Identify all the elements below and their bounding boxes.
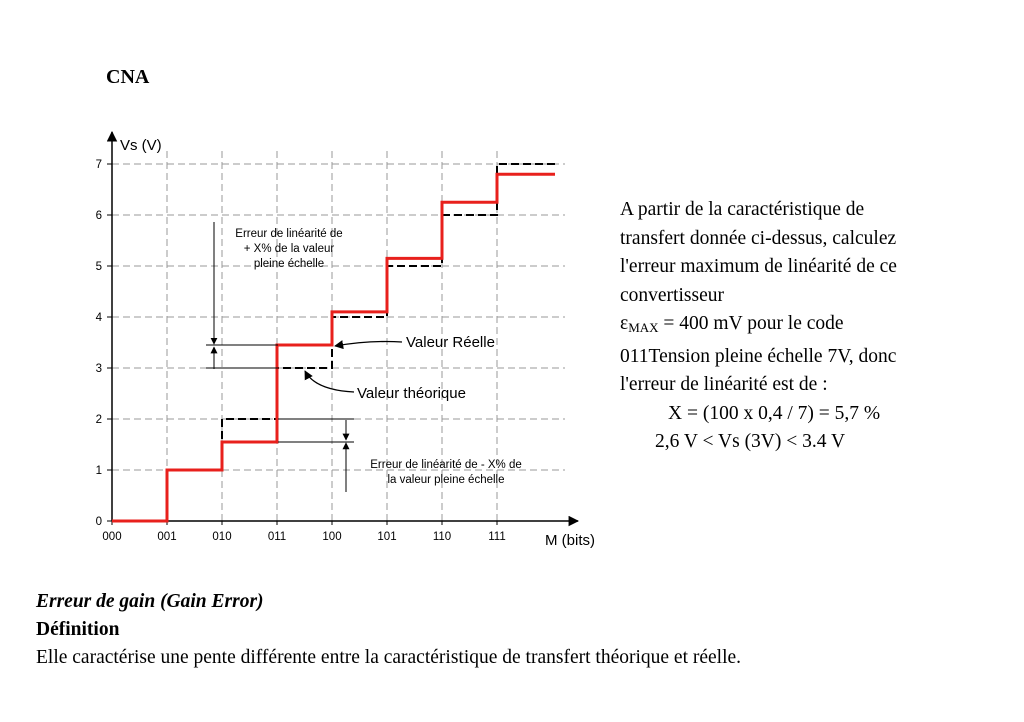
range-line: 2,6 V < Vs (3V) < 3.4 V — [655, 431, 846, 452]
x-tick-label: 011 — [267, 531, 287, 543]
x-tick-label: 000 — [102, 531, 122, 543]
section-body: Elle caractérise une pente différente entre la caractéristique de transfert théorique et réelle. — [36, 647, 742, 668]
upper-error-label-3: pleine échelle — [253, 258, 325, 270]
axes — [112, 132, 595, 549]
explanation-paragraph — [620, 196, 1010, 457]
explanation-line: l'erreur maximum de linéarité de ce — [620, 256, 897, 277]
epsilon-subscript: MAX — [628, 320, 659, 335]
x-tick-label: 111 — [488, 531, 506, 543]
page-title: CNA — [106, 66, 150, 88]
lower-error-label-1: Erreur de linéarité de - X% de — [370, 459, 522, 471]
y-tick-label: 7 — [95, 159, 102, 171]
epsilon-line — [620, 310, 1010, 343]
y-tick-label: 5 — [95, 261, 102, 273]
y-tick-label: 2 — [95, 414, 102, 426]
real-value-label: Valeur Réelle — [406, 334, 495, 351]
epsilon-symbol: ε — [620, 313, 629, 334]
explanation-line: 011Tension pleine échelle 7V, donc — [620, 345, 897, 367]
epsilon-rest: = 400 mV pour le code — [658, 313, 844, 334]
upper-error-label-1: Erreur de linéarité de — [235, 228, 343, 240]
explanation-line: A partir de la caractéristique de — [620, 199, 865, 220]
section-heading: Erreur de gain (Gain Error) — [36, 591, 264, 612]
x-tick-label: 010 — [212, 531, 232, 543]
explanation-line: convertisseur — [620, 284, 724, 306]
y-tick-label: 0 — [95, 516, 102, 528]
explanation-line: l'erreur de linéarité est de : — [620, 374, 828, 395]
annotations — [206, 222, 522, 492]
x-tick-label: 001 — [157, 531, 177, 543]
y-tick-label: 4 — [95, 312, 102, 324]
theoretical-value-pointer — [305, 371, 354, 392]
x-tick-label: 110 — [432, 531, 452, 543]
y-tick-label: 3 — [95, 363, 102, 375]
gain-error-section — [36, 588, 741, 672]
lower-error-label-2: la valeur pleine échelle — [387, 474, 505, 486]
x-tick-label: 100 — [322, 531, 342, 543]
y-tick-label: 6 — [95, 210, 102, 222]
section-subheading: Définition — [36, 619, 120, 640]
upper-error-label-2: + X% de la valeur — [243, 243, 335, 255]
y-axis-label: Vs (V) — [120, 137, 162, 154]
y-tick-label: 1 — [95, 465, 102, 477]
real-value-pointer — [335, 342, 402, 347]
explanation-line: transfert donnée ci-dessus, calculez — [620, 227, 897, 249]
x-tick-label: 101 — [377, 531, 397, 543]
formula-line: X = (100 x 0,4 / 7) = 5,7 % — [668, 402, 881, 424]
theoretical-value-label: Valeur théorique — [357, 385, 466, 402]
x-axis-label: M (bits) — [545, 532, 595, 549]
